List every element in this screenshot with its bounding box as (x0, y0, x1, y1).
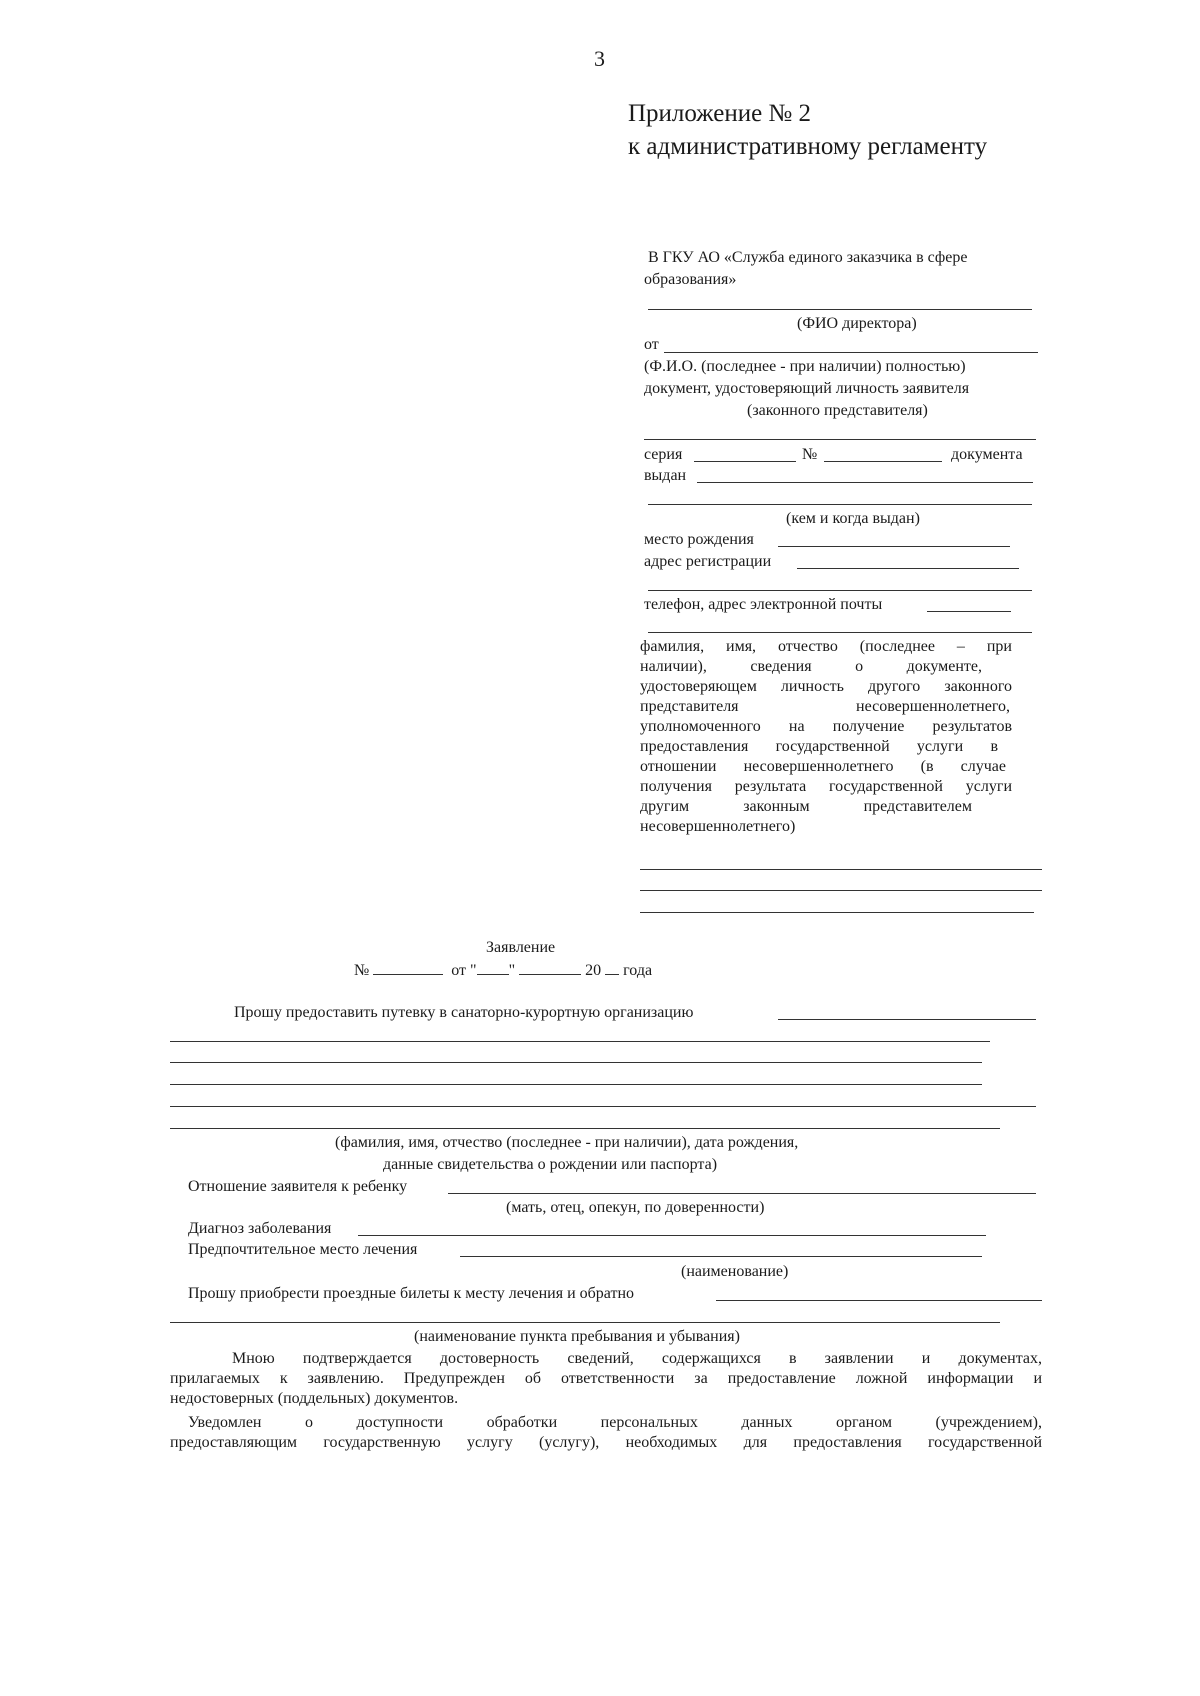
statement-quote-close: " (508, 962, 516, 979)
statement-year-field (605, 959, 619, 975)
other-rep-line: предоставления государственной услуги в (640, 738, 998, 755)
other-rep-line: фамилия, имя, отчество (последнее – при (640, 638, 1012, 655)
diagnosis-field (358, 1235, 986, 1236)
director-name-line (648, 309, 1032, 310)
contacts-field-2 (648, 632, 1032, 633)
addressee-to-line1: В ГКУ АО «Служба единого заказчика в сфере (648, 249, 968, 266)
confirm-line: Мною подтверждается достоверность сведений, содержащихся в заявлении и документах, (232, 1350, 1042, 1367)
statement-title: Заявление (486, 939, 556, 956)
child-line-2 (170, 1062, 982, 1063)
reg-address-label: адрес регистрации (644, 553, 772, 570)
notice-paragraph (170, 1413, 1042, 1453)
tickets-label: Прошу приобрести проездные билеты к месту лечения и обратно (188, 1285, 635, 1302)
tickets-field (716, 1300, 1042, 1301)
from-label: от (644, 336, 659, 353)
series-field (694, 461, 796, 462)
contacts-label: телефон, адрес электронной почты (644, 596, 883, 613)
place-caption: (наименование) (681, 1263, 789, 1280)
child-caption-1: (фамилия, имя, отчество (последнее - при наличии), дата рождения, (335, 1134, 799, 1151)
appendix-subtitle: к административному регламенту (628, 133, 988, 160)
confirm-paragraph (170, 1349, 1042, 1409)
birthplace-field (778, 546, 1010, 547)
addressee-to-line2: образования» (644, 271, 737, 288)
other-rep-line: получения результата государственной услуги (640, 778, 1012, 795)
place-field (460, 1256, 982, 1257)
statement-year-prefix: 20 (585, 962, 602, 979)
notice-line: Уведомлен о доступности обработки персональных данных органом (учреждением), (188, 1414, 1042, 1431)
child-line-5 (170, 1128, 1000, 1129)
relation-caption: (мать, отец, опекун, по доверенности) (506, 1199, 765, 1216)
statement-number-field (373, 959, 443, 975)
id-doc-line (644, 439, 1036, 440)
request-org-field (778, 1019, 1036, 1020)
doc-number-field (824, 461, 942, 462)
issued-field (697, 482, 1033, 483)
number-label: № (802, 446, 818, 463)
reg-address-field (797, 568, 1019, 569)
rep-caption: (законного представителя) (747, 402, 928, 419)
tickets-caption: (наименование пункта пребывания и убывания) (414, 1328, 740, 1345)
notice-line: предоставляющим государственную услугу (услугу), необходимых для предоставления государственной (170, 1434, 1042, 1451)
birthplace-label: место рождения (644, 531, 754, 548)
other-rep-line: представителя несовершеннолетнего, (640, 698, 1010, 715)
other-rep-field-1 (640, 869, 1042, 870)
issued-field-2 (648, 504, 1032, 505)
appendix-title: Приложение № 2 (628, 100, 812, 127)
relation-label: Отношение заявителя к ребенку (188, 1178, 408, 1195)
other-rep-paragraph (640, 637, 1012, 837)
confirm-line: прилагаемых к заявлению. Предупрежден об ответственности за предоставление ложной информации и (170, 1370, 1042, 1387)
fio-caption: (Ф.И.О. (последнее - при наличии) полностью) (644, 358, 966, 375)
tickets-field-2 (170, 1322, 1000, 1323)
confirm-line: недостоверных (поддельных) документов. (170, 1390, 459, 1407)
contacts-field (927, 611, 1011, 612)
statement-day-field (477, 959, 509, 975)
other-rep-line: удостоверяющем личность другого законного (640, 678, 1012, 695)
issued-caption: (кем и когда выдан) (786, 510, 920, 527)
other-rep-line: наличии), сведения о документе, (640, 658, 982, 675)
reg-address-field-2 (648, 590, 1032, 591)
page-number: 3 (594, 46, 605, 71)
child-line-1 (170, 1041, 990, 1042)
id-doc-label: документ, удостоверяющий личность заявителя (644, 380, 970, 397)
relation-field (448, 1193, 1036, 1194)
place-label: Предпочтительное место лечения (188, 1241, 418, 1258)
statement-month-field (519, 959, 581, 975)
child-line-4 (170, 1106, 1036, 1107)
statement-from-label: от " (451, 962, 477, 979)
document-label: документа (951, 446, 1023, 463)
statement-number-row (354, 959, 652, 981)
other-rep-line: другим законным представителем (640, 798, 972, 815)
other-rep-line: несовершеннолетнего) (640, 818, 796, 835)
other-rep-field-3 (640, 912, 1034, 913)
director-caption: (ФИО директора) (797, 315, 917, 332)
other-rep-line: уполномоченного на получение результатов (640, 718, 1012, 735)
statement-number-label: № (354, 962, 370, 979)
request-text: Прошу предоставить путевку в санаторно-курортную организацию (234, 1004, 694, 1021)
series-label: серия (644, 446, 683, 463)
child-line-3 (170, 1084, 982, 1085)
diagnosis-label: Диагноз заболевания (188, 1220, 332, 1237)
from-line (664, 352, 1038, 353)
issued-label: выдан (644, 467, 687, 484)
statement-year-suffix: года (623, 962, 653, 979)
other-rep-field-2 (640, 890, 1042, 891)
child-caption-2: данные свидетельства о рождении или паспорта) (383, 1156, 718, 1173)
other-rep-line: отношении несовершеннолетнего (в случае (640, 758, 1006, 775)
